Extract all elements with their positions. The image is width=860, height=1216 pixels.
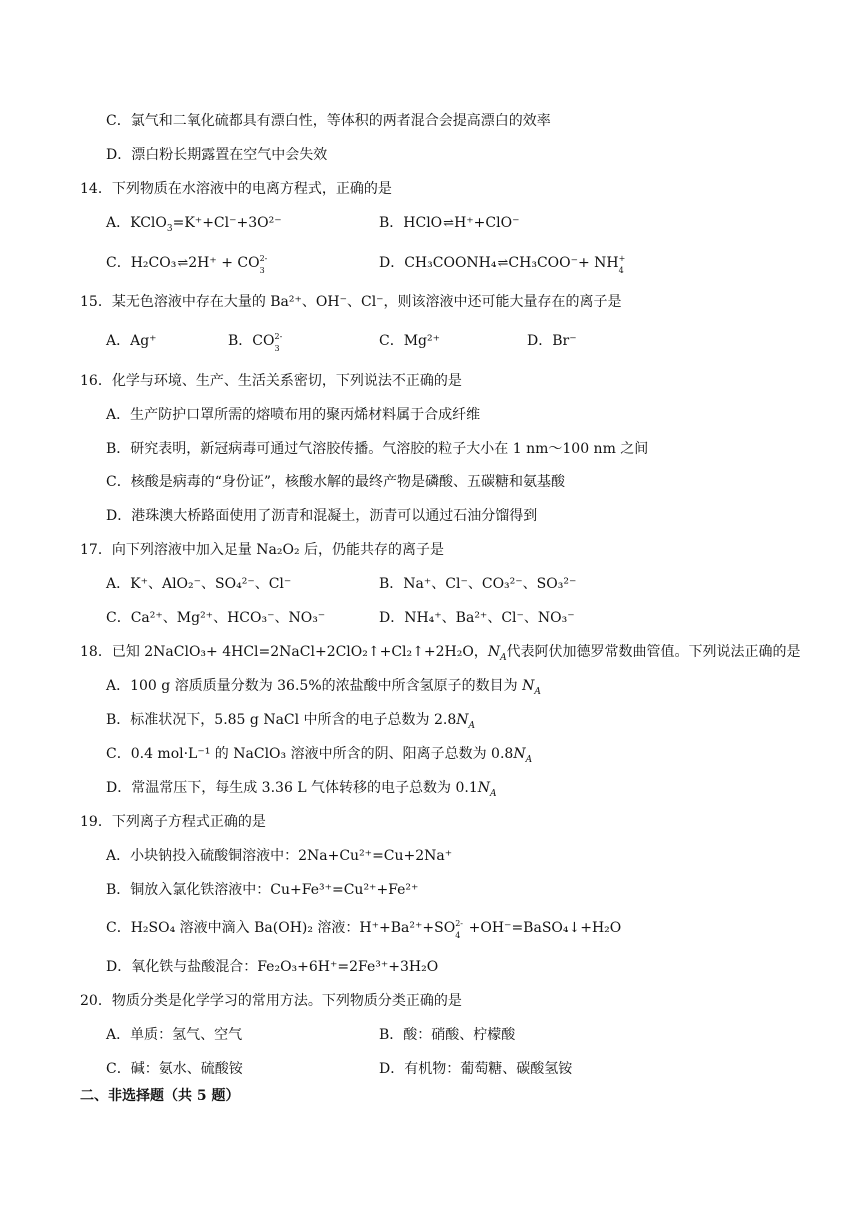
q19-option-a: A．小块钠投入硫酸铜溶液中：2Na+Cu²⁺=Cu+2Na⁺ <box>106 848 453 864</box>
q15-option-d: D．Br⁻ <box>527 333 577 349</box>
ion-charge-stack: 2- 3 <box>274 332 283 353</box>
question-17: 17．向下列溶液中加入足量 Na₂O₂ 后，仍能共存的离子是 <box>80 542 445 558</box>
q14-option-c: C．H₂CO₃⇌2H⁺ + CO 2- 3 <box>106 254 268 275</box>
q15-option-c: C．Mg²⁺ <box>379 333 441 349</box>
q19-option-c: C．H₂SO₄ 溶液中滴入 Ba(OH)₂ 溶液：H⁺+Ba²⁺+SO 2- 4 +OH⁻=BaSO₄↓+H₂O <box>106 919 622 940</box>
question-15: 15．某无色溶液中存在大量的 Ba²⁺、OH⁻、Cl⁻，则该溶液中还可能大量存在的离子是 <box>80 294 622 310</box>
question-20: 20．物质分类是化学学习的常用方法。下列物质分类正确的是 <box>80 993 462 1009</box>
q18-option-a: A．100 g 溶质质量分数为 36.5%的浓盐酸中所含氢原子的数目为 $N_A$ <box>106 678 541 697</box>
q17-option-b: B．Na⁺、Cl⁻、CO₃²⁻、SO₃²⁻ <box>379 576 577 592</box>
q20-option-d: D．有机物：葡萄糖、碳酸氢铵 <box>379 1061 573 1077</box>
q16-option-c: C．核酸是病毒的“身份证”，核酸水解的最终产物是磷酸、五碳糖和氨基酸 <box>106 474 566 490</box>
q15-option-a: A．Ag⁺ <box>106 333 157 349</box>
q18-option-c: C．0.4 mol·L⁻¹ 的 NaClO₃ 溶液中所含的阴、阳离子总数为 $0.8N_A$ <box>106 746 533 765</box>
q19-option-b: B．铜放入氯化铁溶液中：Cu+Fe³⁺=Cu²⁺+Fe²⁺ <box>106 882 419 898</box>
ion-charge-stack: 2- 4 <box>455 919 463 940</box>
q18-option-b: B．标准状况下，5.85 g NaCl 中所含的电子总数为 $2.8N_A$ <box>106 712 476 731</box>
question-14: 14．下列物质在水溶液中的电离方程式，正确的是 <box>80 181 392 197</box>
option-d-line: D．漂白粉长期露置在空气中会失效 <box>106 147 328 163</box>
q18-option-d: D．常温常压下，每生成 3.36 L 气体转移的电子总数为 $0.1N_A$ <box>106 780 497 799</box>
section-2-heading: 二、非选择题（共 5 题） <box>80 1088 240 1104</box>
option-c-line: C．氯气和二氧化硫都具有漂白性，等体积的两者混合会提高漂白的效率 <box>106 113 551 129</box>
q15-option-b: B．CO 2- 3 <box>228 332 283 353</box>
q14-option-d: D．CH₃COONH₄⇌CH₃COO⁻+ NH + 4 <box>379 254 628 273</box>
q16-option-d: D．港珠澳大桥路面使用了沥青和混凝土，沥青可以通过石油分馏得到 <box>106 508 538 524</box>
q16-option-a: A．生产防护口罩所需的熔喷布用的聚丙烯材料属于合成纤维 <box>106 407 481 423</box>
q17-option-a: A．K⁺、AlO₂⁻、SO₄²⁻、Cl⁻ <box>106 576 292 592</box>
q20-option-c: C．碱：氨水、硫酸铵 <box>106 1061 243 1077</box>
question-16: 16．化学与环境、生产、生活关系密切，下列说法不正确的是 <box>80 373 462 389</box>
q20-option-a: A．单质：氢气、空气 <box>106 1027 243 1043</box>
q19-option-d: D．氧化铁与盐酸混合：Fe₂O₃+6H⁺=2Fe³⁺+3H₂O <box>106 959 439 975</box>
question-18: 18．已知 2NaClO₃+ 4HCl=2NaCl+2ClO₂↑+Cl₂↑+2H₂O，$N_A$代表阿伏加德罗常数曲管值。下列说法正确的是 <box>80 644 801 663</box>
question-19: 19．下列离子方程式正确的是 <box>80 814 266 830</box>
q17-option-d: D．NH₄⁺、Ba²⁺、Cl⁻、NO₃⁻ <box>379 610 575 626</box>
q16-option-b: B．研究表明，新冠病毒可通过气溶胶传播。气溶胶的粒子大小在 1 nm～100 nm 之间 <box>106 441 649 457</box>
q17-option-c: C．Ca²⁺、Mg²⁺、HCO₃⁻、NO₃⁻ <box>106 610 326 626</box>
ion-charge-stack: 2- 3 <box>259 254 268 275</box>
ion-charge-stack: + 4 <box>618 254 626 275</box>
q14-option-a: A．KClO$_3$=K⁺+Cl⁻+3O²⁻ <box>106 215 282 234</box>
q14-option-b: B．HClO⇌H⁺+ClO⁻ <box>379 215 520 231</box>
q20-option-b: B．酸：硝酸、柠檬酸 <box>379 1027 516 1043</box>
